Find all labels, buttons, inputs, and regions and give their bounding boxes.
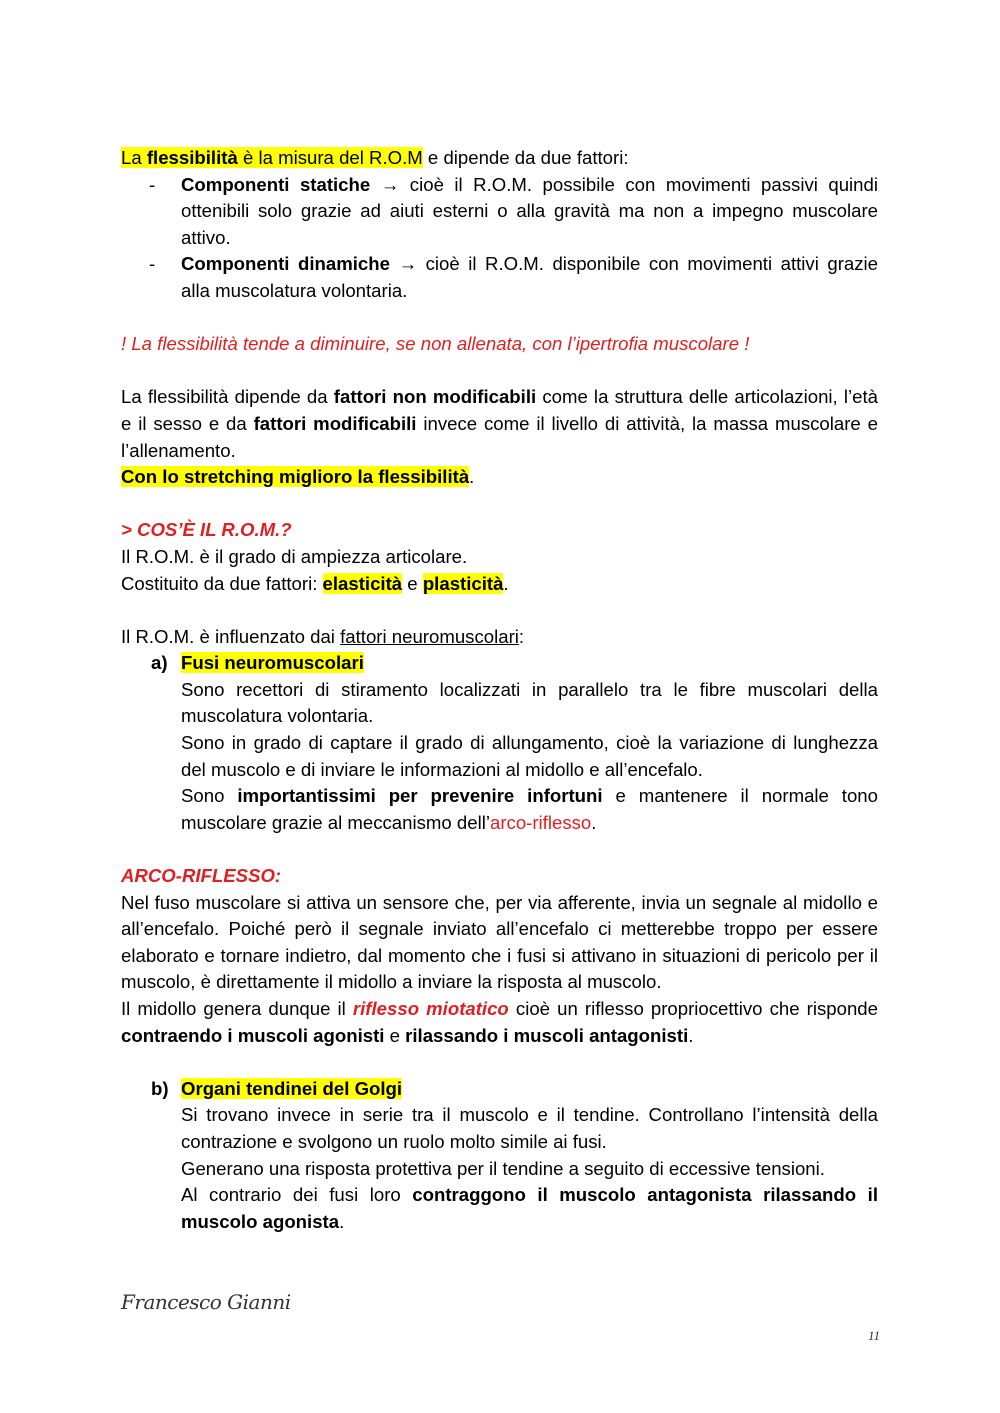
fusi-paragraph-3: Sono importantissimi per prevenire infortuni e mantenere il normale tono muscolare grazie al meccanismo dell’arco-riflesso.	[181, 785, 878, 833]
page-number: 11	[867, 1328, 880, 1343]
bullet-static-components	[121, 172, 878, 252]
elasticity-term: elasticità	[322, 572, 403, 594]
author-signature: Francesco Gianni	[121, 1290, 291, 1314]
golgi-paragraph-1: Si trovano invece in serie tra il muscolo e il tendine. Controllano l’intensità della contrazione e svolgono un ruolo molto simile ai fusi.	[181, 1104, 878, 1152]
bullet-dynamic-components	[121, 251, 878, 304]
rom-components: Costituito da due fattori: elasticità e plasticità.	[121, 572, 509, 594]
rom-definition: Il R.O.M. è il grado di ampiezza articolare.	[121, 545, 468, 567]
list-marker-b: b)	[151, 1077, 169, 1099]
fusi-paragraph-1: Sono recettori di stiramento localizzati in parallelo tra le fibre muscolari della muscolatura volontaria.	[181, 678, 878, 727]
rom-influence: Il R.O.M. è influenzato dai fattori neuromuscolari:	[121, 625, 525, 647]
bullet-text: → cioè il R.O.M. possibile con movimenti passivi quindi ottenibili solo grazie ad aiuti esterni o alla gravità ma non a impegno muscolare attivo.	[181, 173, 878, 248]
warning-note: ! La flessibilità tende a diminuire, se non allenata, con l’ipertrofia muscolare !	[121, 333, 750, 355]
bullet-dash: -	[149, 173, 156, 195]
stretching-line: Con lo stretching miglioro la flessibilità.	[121, 466, 475, 488]
section-fusi-title: a) Fusi neuromuscolari	[121, 650, 878, 677]
arco-paragraph-1: Nel fuso muscolare si attiva un sensore che, per via afferente, invia un segnale al midollo e all’encefalo. Poiché però il segnale inviato all’encefalo ci metterebbe troppo per essere elaborato e tornare indietro, dal momento che i fusi si attivano in situazioni di pericolo per il muscolo, è direttamente il midollo a inviare la risposta al muscolo.	[121, 891, 878, 993]
factors-paragraph: La flessibilità dipende da fattori non modificabili come la struttura delle articolazioni, l’età e il sesso e da fattori modificabili invece come il livello di attività, la massa muscolare e l’allenamento.	[121, 386, 878, 461]
golgi-paragraph-2: Generano una risposta protettiva per il tendine a seguito di eccessive tensioni.	[181, 1157, 825, 1179]
arco-paragraph-2: Il midollo genera dunque il riflesso miotatico cioè un riflesso propriocettivo che risponde contraendo i muscoli agonisti e rilassando i muscoli antagonisti.	[121, 998, 878, 1046]
arco-heading: ARCO-RIFLESSO:	[121, 865, 282, 887]
list-marker-a: a)	[151, 652, 168, 674]
intro-highlight: La flessibilità è la misura del R.O.M	[121, 147, 423, 168]
bullet-title: Componenti statiche	[181, 173, 371, 195]
plasticity-term: plasticità	[422, 572, 504, 594]
rom-heading: > COS’È IL R.O.M.?	[121, 519, 292, 541]
intro-paragraph: La flessibilità è la misura del R.O.M e dipende da due fattori:	[121, 147, 629, 168]
fusi-paragraph-2: Sono in grado di captare il grado di allungamento, cioè la variazione di lunghezza del muscolo e di inviare le informazioni al midollo e all’encefalo.	[181, 732, 878, 780]
page-content	[121, 145, 878, 1235]
bullet-title: Componenti dinamiche	[181, 253, 390, 275]
bullet-dash: -	[149, 253, 156, 275]
bullet-text: → cioè il R.O.M. disponibile con movimenti attivi grazie alla muscolatura volontaria.	[181, 253, 879, 301]
golgi-paragraph-3: Al contrario dei fusi loro contraggono il muscolo antagonista rilassando il muscolo agonista.	[181, 1184, 878, 1232]
section-golgi-title: b) Organi tendinei del Golgi	[121, 1076, 878, 1103]
